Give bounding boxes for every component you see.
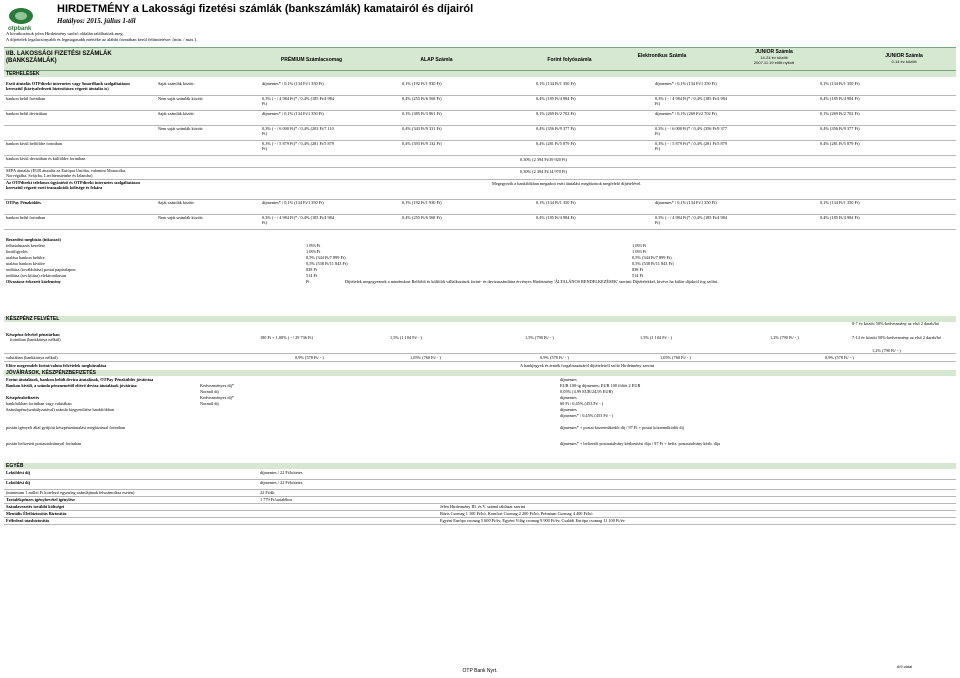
jovairas-sublabel: Kedvezményes díj*: [200, 395, 235, 400]
egyeb-value: 22 Ft/db: [260, 490, 275, 495]
col-junior-1: JUNIOR Számla: [755, 49, 793, 55]
row-c4-value: díjmentes* / 0,1% (269 Ft/2 702 Ft): [655, 111, 717, 116]
jovairas-value: díjmentes: [560, 407, 577, 412]
egyeb-value: Bázis Csomag 1 100 Ft/hó, Komfort Csomag 2 200 Ft/hó, Prémium Csomag 4 400 Ft/hó: [440, 511, 593, 516]
row-c2-value: 0,1% (192 Ft/1 930 Ft): [402, 81, 442, 86]
row-c3-value: 0,4% (281 Ft/5 879 Ft): [536, 141, 576, 146]
fee-value-2: 0,5% (538 Ft/11 843 Ft): [632, 261, 674, 266]
keszpenz-c6b: 7-14 év között 50%-kedvezmény az első 2 darab/hó: [852, 335, 942, 340]
fee-label: utalása bankon kívülre: [6, 261, 45, 266]
row-label: bankon belül forintban: [6, 215, 46, 220]
egyeb-value: díjmentes / 22 Ft/kötetes: [260, 480, 303, 485]
jovairas-label: Forint átutalások, bankon belüli deviza átutalások, OTPay Pénzküldés jóváírása: [6, 377, 154, 382]
row-label: OTPay Pénzküldés: [6, 200, 41, 205]
table-header: [4, 47, 956, 71]
fee-value: 0,5% (538 Ft/11 843 Ft): [306, 261, 348, 266]
row-c2-value: 0,4% (393 Ft/9 132 Ft): [402, 141, 442, 146]
row-c1-value: díjmentes* / 0,1% (134 Ft/1 350 Ft): [262, 111, 324, 116]
fee-value: 1 093 Ft: [306, 243, 321, 248]
egyeb-label: Tartalékpénzes igénybevétel igénylése: [6, 497, 76, 502]
section-egyeb: EGYÉB: [4, 463, 956, 469]
validity-date: Hatályos: 2015. július 1-től: [57, 17, 136, 25]
keszpenz-sub: forintban (bankkártya nélkül): [10, 337, 61, 342]
row-merged-value: 0,30% (2 394 Ft/39 920 Ft): [520, 157, 568, 162]
row-c6-value: 0,4% (185 Ft/4 984 Ft): [820, 96, 860, 101]
jovairas-sublabel: Normál díj: [200, 389, 219, 394]
fee-value: 1 093 Ft: [306, 249, 321, 254]
jovairas-label: postán igényelt által gyűjtött készpénzátutalási megbízással forintban: [6, 425, 126, 430]
jovairas-value: 0,05% (4,99 EUR/24,95 EUR): [560, 389, 613, 394]
col-junior-1-sub: 14-24 év között: [760, 55, 788, 60]
row-c4-value: 0,3% ( - / 4 984 Ft)* / 0,4% (185 Ft/4 984 Ft): [655, 96, 727, 106]
row-sublabel: Nem saját számlák között:: [158, 126, 204, 131]
col-junior-1-sub2: 2007.11.19 előtt nyitott: [753, 60, 795, 65]
egyeb-label: (minimum 1 millió Ft kötelező egyenleg számlájának felszámolása esetén): [6, 490, 135, 495]
fee-value-2: Díjtételek megegyeznek a mindenkori Belföldi és külföldi vállalkozások forint- és devizaszámláira érvényes Hirdetmény 'ÁLTALÁNOS RENDELKEZÉSEK' szerinti Díjtételekkel, kivéve ha külön díjakról fog szólni.: [345, 279, 719, 284]
row-c3-value: 0,1% (269 Ft/2 702 Ft): [536, 111, 576, 116]
col-premium: PRÉMIUM Számlacsomag: [280, 57, 343, 63]
note-line: A hivatkozások jelen Hirdetmény utolsó oldalán találhatóak meg.: [6, 31, 124, 36]
row-c3-value: 0,4% (185 Ft/4 984 Ft): [536, 96, 576, 101]
jovairas-label: postán befizetett postautalvánnyal forintban: [6, 441, 82, 446]
row-c3-value: 0,1% (134 Ft/1 350 Ft): [536, 200, 576, 205]
row-c6-value: 0,4% (185 Ft/4 984 Ft): [820, 215, 860, 220]
egyeb-value: Egyéni Európa csomag 5 600 Ft/év, Egyéni Világ csomag 9 900 Ft/év, Családi Európa csomag 11 100 Ft/év: [440, 518, 625, 523]
jovairas-sublabel: Kedvezményes díj*: [200, 383, 235, 388]
jovairas-value: díjmentes: [560, 395, 577, 400]
col-junior-2: JUNIOR Számla: [885, 53, 923, 59]
row-c3-value: 0,4% (185 Ft/4 984 Ft): [536, 215, 576, 220]
fee-value-2: 0,5% (344 Ft/7 899 Ft): [632, 255, 672, 260]
row-c6-value: 0,4% (356 Ft/9 377 Ft): [820, 126, 860, 131]
meghiusulas-label: Előre megrendelt forint/valuta felvételek meghiúsulása: [6, 363, 107, 368]
meghiusulas-val: A bankjegyek és érmék forgalmazásáról díjtételeiről szóló Hirdetmény szerint: [520, 363, 655, 368]
fee-value-2: 1 093 Ft: [632, 249, 647, 254]
egyeb-label: Felfedező utasbiztosítás: [6, 518, 50, 523]
row-c3-value: 0,1% (134 Ft/1 350 Ft): [536, 81, 576, 86]
jovairas-value: díjmentes* / 0,45% (453 Ft/ - ): [560, 413, 614, 418]
row-c4-value: 0,3% ( - / 6 000 Ft)* / 0,4% (356 Ft/9 377 Ft): [655, 126, 727, 136]
row-label: bankon kívül belföldre forintban: [6, 141, 62, 146]
fee-value-2: 1 093 Ft: [632, 243, 647, 248]
jovairas-value: díjmentes* + postai közreműködői díj / 97 Ft + postai közreműködői díj: [560, 425, 684, 430]
row-label: SEPA átutalás (EUR átutalás az Európai Unióba, valamint Monacóba, Norvégiába, Svájcba, Liechtensteinbe és Izlandra): [6, 168, 127, 178]
jovairas-sublabel: Normál díj: [200, 401, 219, 406]
row-c2-value: 0,1% (385 Ft/3 861 Ft): [402, 111, 442, 116]
row-sublabel: Saját számlák között:: [158, 81, 195, 86]
col-junior-2-sub: 0-14 év között: [891, 59, 917, 64]
section-title: I/B. LAKOSSÁGI FIZETÉSI SZÁMLÁK (BANKSZÁMLÁK): [6, 51, 112, 64]
row-c1-value: 0,3% ( - / 4 984 Ft)* / 0,4% (185 Ft/4 984 Ft): [262, 96, 334, 106]
row-c2-value: 0,4% (255 Ft/6 568 Ft): [402, 215, 442, 220]
row-c3-value: 0,4% (356 Ft/9 377 Ft): [536, 126, 576, 131]
row-c1-value: 0,3% ( - / 5 879 Ft)* / 0,4% (281 Ft/5 879 Ft): [262, 141, 334, 151]
jovairas-value: EUR 100-ig díjmentes; EUR 100 fölött 2 EUR: [560, 383, 641, 388]
jovairas-label: Számlapénz(szabályzatával) számla kiegyenlítése bankfiókban: [6, 407, 114, 412]
keszpenz-c6a: 0-7 év között 50%-kedvezmény az első 2 darab/hó: [852, 321, 939, 326]
logo-text: otpbank: [8, 26, 32, 32]
valuta-c2: 1,05% (760 Ft/ - ): [410, 355, 441, 360]
jovairas-label: Bankon kívüli, a számla pénznemétől eltérő deviza átutalások jóváírása: [6, 383, 137, 388]
col-forint: Forint folyószámla: [547, 57, 592, 63]
keszpenz-c5: 1,2% (790 Ft/ - ): [770, 335, 799, 340]
fee-label: indítása (tov.bítása) elektronikusan: [6, 273, 66, 278]
row-label: bankon belül forintban: [6, 96, 46, 101]
row-label: Eseti átutalás OTPdirekt internetes vagy SmartBank szolgáltatáson keresztül (kártyafedezeti biztosításra végzett átutalás is): [6, 81, 130, 91]
valuta-c1: 0,9% (578 Ft/ - ): [295, 355, 324, 360]
fee-value-2: 838 Ft: [632, 267, 644, 272]
footer: OTP Bank Nyrt.: [462, 668, 498, 674]
row-merged-value: 0,30% (2 394 Ft/14 970 Ft): [520, 169, 568, 174]
keszpenz-label: Készpénz felvétel pénztárban: [6, 332, 60, 337]
egyeb-label: Mentális Életbiztosítás Biztosítás: [6, 511, 67, 516]
valuta-c5: 0,9% (578 Ft/ - ): [825, 355, 854, 360]
row-c1-value: díjmentes* / 0,1% (134 Ft/1 350 Ft): [262, 200, 324, 205]
jovairas-label: bankfiókban forintban vagy valutában: [6, 401, 72, 406]
keszpenz-c3: 1,5% (790 Ft/ - ): [525, 335, 554, 340]
row-sublabel: Nem saját számlák között:: [158, 215, 204, 220]
page-number: 6/9 oldal: [897, 664, 913, 669]
fee-value: 838 Ft: [306, 267, 318, 272]
fee-label: Olvasásra érkezett közlemény: [6, 279, 61, 284]
keszpenz-c6c: 1,2% (790 Ft/ - ): [872, 348, 901, 353]
row-sublabel: Nem saját számlák között:: [158, 96, 204, 101]
section-keszpenz: KÉSZPÉNZ FELVÉTEL: [4, 316, 956, 322]
egyeb-label: Leküldési díj: [6, 470, 30, 475]
row-sublabel: Saját számlák között:: [158, 111, 195, 116]
row-c1-value: 0,3% ( - / 6 000 Ft)* / 0,4% (203 Ft/7 110 Ft): [262, 126, 334, 136]
egyeb-label: Leküldési díj: [6, 480, 30, 485]
row-merged-value: Megegyezik a bankfiókban megadott eseti átutalási megbízások megfelelő díjtételével.: [492, 181, 642, 186]
keszpenz-c4: 1,5% (1 104 Ft/ - ): [640, 335, 672, 340]
keszpenz-c1: 180 Ft + 1,00% ( - / 29 736 Ft): [260, 335, 314, 340]
egyeb-value: Jelen Hirdetmény III. és V. számú táblázat szerint: [440, 504, 526, 509]
row-c6-value: 0,1% (134 Ft/1 350 Ft): [820, 81, 860, 86]
otp-logo-icon: [8, 6, 34, 26]
row-c2-value: 0,1% (192 Ft/1 930 Ft): [402, 200, 442, 205]
section-terhelesek: TERHELÉSEK: [4, 71, 956, 77]
jovairas-value: 60 Ft / 0,45% (453 Ft/ - ): [560, 401, 604, 406]
egyeb-value: díjmentes / 22 Ft/kötetes: [260, 470, 303, 475]
valuta-c3: 0,9% (578 Ft/ - ): [540, 355, 569, 360]
row-c6-value: 0,4% (281 Ft/5 879 Ft): [820, 141, 860, 146]
fee-label: utalása bankon belülre: [6, 255, 45, 260]
note-line: A díjtételek legalacsonyabb és legmagasabb mértéke az alábbi formában kerül feltüntetésre: (min. / max.).: [6, 37, 198, 42]
row-c2-value: 0,4% (343 Ft/9 331 Ft): [402, 126, 442, 131]
row-label: Az OTPdirekt telefonos ügyintéző és OTPdirekt internetes szolgáltatáson keresztül végzett eseti tranzakciók költsége és fekára: [6, 180, 140, 190]
row-c6-value: 0,1% (269 Ft/2 702 Ft): [820, 111, 860, 116]
fee-value: 0,5% (344 Ft/7 899 Ft): [306, 255, 346, 260]
fee-value: Ft: [306, 279, 310, 284]
jovairas-value: díjmentes: [560, 377, 577, 382]
jovairas-label: Készpénzbefizetés: [6, 395, 40, 400]
fee-label: Beszedési megbízás (inkasszó): [6, 237, 61, 242]
fee-value-2: 514 Ft: [632, 273, 644, 278]
row-label: bankon belül devizában: [6, 111, 47, 116]
row-c6-value: 0,1% (134 Ft/1 350 Ft): [820, 200, 860, 205]
valuta-c4: 1,05% (760 Ft/ - ): [660, 355, 691, 360]
row-c1-value: díjmentes* / 0,1% (134 Ft/1 350 Ft): [262, 81, 324, 86]
fee-label: indítása (továbbítása) postai papíralapon: [6, 267, 76, 272]
fee-label: limitfigyelés: [6, 249, 28, 254]
fee-value: 514 Ft: [306, 273, 318, 278]
col-alap: ALAP Számla: [420, 57, 453, 63]
row-c4-value: 0,3% ( - / 5 879 Ft)* / 0,4% (281 Ft/5 879 Ft): [655, 141, 727, 151]
row-c2-value: 0,4% (255 Ft/6 568 Ft): [402, 96, 442, 101]
valuta-label: valutában (bankkártya nélkül): [6, 355, 58, 360]
egyeb-label: Számlavezetés további költségei: [6, 504, 65, 509]
section-jovairasok: JÓVÁÍRÁSOK, KÉSZPÉNZBEFIZETÉS: [4, 370, 956, 376]
row-c4-value: díjmentes* / 0,1% (134 Ft/1 350 Ft): [655, 81, 717, 86]
row-c4-value: 0,3% ( - / 4 984 Ft)* / 0,4% (185 Ft/4 984 Ft): [655, 215, 727, 225]
page-title: HIRDETMÉNY a Lakossági fizetési számlák (bankszámlák) kamatairól és díjairól: [57, 3, 474, 15]
egyeb-value: 1 779 Ft/tartalékos: [260, 497, 293, 502]
jovairas-value: díjmentes* + befizetői postautalvány kézbesítési díja / 97 Ft + befiz. postautalvány kézb. díja: [560, 441, 721, 446]
keszpenz-c2: 1,5% (1 104 Ft/ - ): [390, 335, 422, 340]
row-sublabel: Saját számlák között:: [158, 200, 195, 205]
fee-label: felhatalmazás kezelése: [6, 243, 46, 248]
col-elektronikus: Elektronikus Számla: [637, 53, 687, 59]
row-label: bankon kívül devizában és külföldre forintban: [6, 156, 86, 161]
row-c1-value: 0,3% ( - / 4 984 Ft)* / 0,4% (185 Ft/4 984 Ft): [262, 215, 334, 225]
row-c4-value: díjmentes* / 0,1% (134 Ft/1 350 Ft): [655, 200, 717, 205]
